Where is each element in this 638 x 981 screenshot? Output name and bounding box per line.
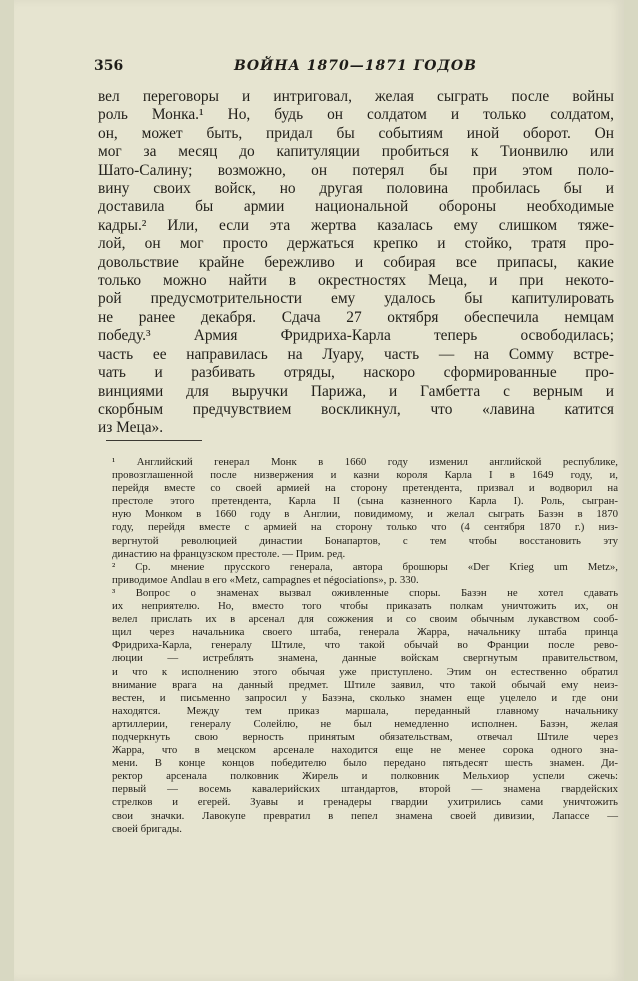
footnote-line: подчеркнуть свою верность принятым обязательствам, отвечал Штиле через (112, 730, 618, 743)
text-line: кадры.² Или, если эта жертва казалась ему слишком тяже- (98, 216, 614, 234)
text-line: роль Монка.¹ Но, будь он солдатом и только солдатом, (98, 106, 614, 124)
footnote-line: щил через начальника своего штаба, генерала Жарра, начальнику штаба принца (112, 626, 618, 639)
text-line: мог за месяц до капитуляции пробиться к Тионвилю или (98, 143, 614, 161)
footnote-line: ректор арсенала полковник Жирель и полковник Мельхиор успели сжечь: (112, 770, 618, 783)
footnote-line: приводимое Andlau в его «Metz, campagnes et négociations», p. 330. (112, 573, 419, 586)
book-page (14, 0, 624, 981)
text-line: доставила бы армии национальной обороны необходимые (98, 198, 614, 216)
text-line: вел переговоры и интриговал, желая сыграть после войны (98, 88, 614, 105)
footnote-line: вестен, и письменно запросил у Базэна, сколько знамен еще уцелело и где они (112, 691, 618, 704)
footnote-line: престоле этого претендента, Карла II (сына казненного Карла I). Роль, сыгран- (112, 495, 618, 508)
footnote-line: ¹ Английский генерал Монк в 1660 году изменил английской республике, (112, 456, 618, 468)
main-text (98, 88, 614, 438)
footnote-line: Жарра, что в мецском арсенале находится еще не менее сорока одного зна- (112, 744, 618, 757)
footnote-line: и что к исполнению этого обычая уже приступлено. Этим он естественно обратил (112, 665, 618, 678)
footnote-line: ² Ср. мнение прусского генерала, автора брошюры «Der Krieg um Metz», (112, 560, 618, 573)
footnote-line: династию на французском престоле. — Прим. ред. (112, 547, 346, 560)
footnote-line: Фридриха-Карла, генералу Штиле, что такой обычай во Франции после рево- (112, 639, 618, 652)
text-line: винциями для выручки Парижа, и Гамбетта с верным и (98, 382, 614, 400)
text-line: рой предусмотрительности ему удалось бы капитулировать (98, 290, 614, 308)
text-line: часть ее направилась на Луару, часть — на Сомму встре- (98, 345, 614, 363)
footnote-line: ную Монком в 1660 году в Англии, повидимому, и желал сыграть Базэн в 1870 (112, 508, 618, 521)
footnotes (112, 456, 618, 836)
footnote-line: их неприятелю. Но, вместо того чтобы приказать полкам уничтожить их, он (112, 600, 618, 613)
footnote-line: ³ Вопрос о знаменах вызвал оживленные споры. Базэн не хотел сдавать (112, 586, 618, 599)
text-line: лой, он мог просто держаться крепко и стойко, тратя про- (98, 235, 614, 253)
footnote-line: мени. В конце концов победителю было передано пятьдесят шесть знамен. Ди- (112, 757, 618, 770)
footnote (112, 587, 618, 836)
footnote-line: свои значки. Лавокупе превратил в пепел знамена своей дивизии, Лапассе — (112, 809, 618, 822)
footnote-divider (106, 440, 202, 441)
text-line: скорбным предчувствием воскликнул, что «лавина катится (98, 400, 614, 418)
footnote-line: своей бригады. (112, 822, 182, 835)
page-number: 356 (94, 58, 124, 74)
text-line: довольствие крайне бережливо и собирая все припасы, какие (98, 253, 614, 271)
text-line: чать и разбивать отряды, наскоро сформированные про- (98, 364, 614, 382)
footnote-line: внимание врага на данный предмет. Штиле заявил, что такой обычай ему неиз- (112, 678, 618, 691)
footnote-line: году, перейдя вместе с армией на сторону только что (4 сентября 1870 г.) низ- (112, 521, 618, 534)
footnote-line: вергнутой революцией династии Бонапартов, с тем чтобы восстановить эту (112, 534, 618, 547)
footnote (112, 561, 618, 587)
footnote (112, 456, 618, 561)
footnote-line: находятся. Между тем приказ маршала, переданный главному начальнику (112, 704, 618, 717)
footnote-line: перейдя вместе со своей армией на сторону претендента, призвал и водворил на (112, 482, 618, 495)
text-line: победу.³ Армия Фридриха-Карла теперь освободилась; (98, 327, 614, 345)
text-line: из Меца». (98, 419, 164, 437)
footnote-line: артиллерии, генералу Солейлю, не был немедленно исполнен. Базэн, желая (112, 717, 618, 730)
footnote-line: первый — восемь кавалерийских штандартов, второй — знамена гвардейских (112, 783, 618, 796)
text-line: он, может быть, придал бы событиям иной оборот. Он (98, 124, 614, 142)
text-line: только можно найти в окрестностях Меца, и при некото- (98, 272, 614, 290)
footnote-line: велел прислать их в арсенал для сожжения и со своим обычным лукавством сооб- (112, 613, 618, 626)
text-line: Шато-Салину; возможно, он потерял бы при этом поло- (98, 161, 614, 179)
footnote-line: стрелков и егерей. Зуавы и гренадеры гвардии ухитрились сами уничтожить (112, 796, 618, 809)
footnote-line: люции — истреблять знамена, данные войскам свергнутым правительством, (112, 652, 618, 665)
running-title: ВОЙНА 1870—1871 ГОДОВ (234, 58, 477, 74)
footnote-line: провозглашенной после низвержения и казни короля Карла I в 1649 году, и, (112, 469, 618, 482)
text-line: не ранее декабря. Сдача 27 октября обеспечила немцам (98, 308, 614, 326)
text-line: вину своих войск, но другая половина пробилась бы и (98, 180, 614, 198)
